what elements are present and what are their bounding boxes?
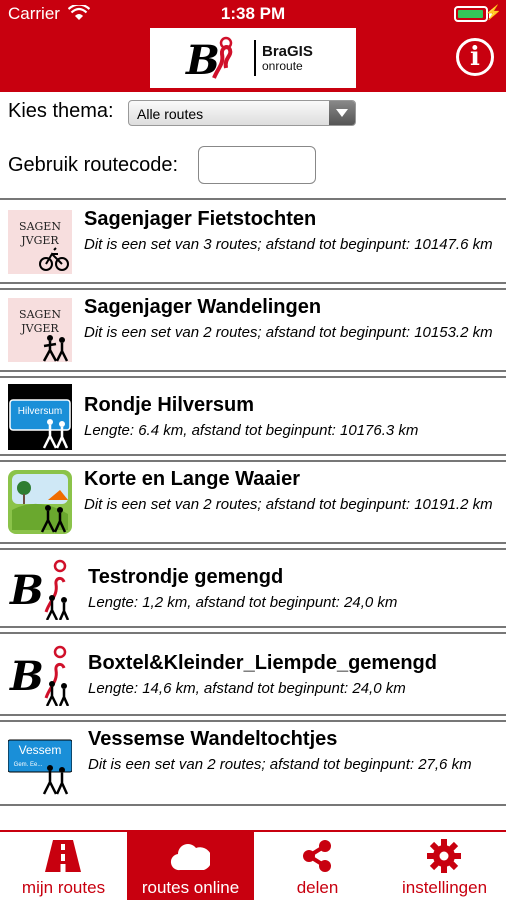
tab-mijn-routes[interactable] <box>0 832 127 900</box>
svg-text:SAGEN: SAGEN <box>19 220 61 233</box>
tab-instellingen[interactable] <box>381 832 506 900</box>
svg-text:JVGER: JVGER <box>21 234 59 247</box>
theme-select-value: Alle routes <box>137 106 204 122</box>
charging-icon: ⚡ <box>484 4 502 20</box>
gear-icon <box>424 838 464 874</box>
svg-text:JVGER: JVGER <box>21 322 59 335</box>
route-title: Boxtel&Kleinder_Liempde_gemengd <box>88 652 437 674</box>
routecode-label: Gebruik routecode: <box>8 154 179 176</box>
tab-delen[interactable] <box>254 832 381 900</box>
tab-label: delen <box>296 878 339 897</box>
theme-select[interactable] <box>128 100 356 126</box>
hilversum-sign-icon <box>8 384 72 450</box>
route-title: Vessemse Wandeltochtjes <box>88 728 338 750</box>
svg-text:B: B <box>10 567 44 614</box>
svg-text:B: B <box>186 37 220 82</box>
svg-text:SAGEN: SAGEN <box>19 308 61 321</box>
route-description: Dit is een set van 2 routes; afstand tot beginpunt: 10191.2 km <box>84 496 493 513</box>
app-header <box>0 0 506 92</box>
route-title: Testrondje gemengd <box>88 566 284 588</box>
sagenjager-bike-icon <box>8 210 72 274</box>
logo-brand: BraGIS <box>262 43 313 60</box>
route-title: Rondje Hilversum <box>84 394 255 416</box>
status-bar <box>0 0 506 28</box>
sagenjager-walk-icon <box>8 298 72 362</box>
tab-label: mijn routes <box>21 878 106 897</box>
svg-text:Gem. Ee...: Gem. Ee... <box>13 762 43 768</box>
route-item[interactable] <box>0 460 506 544</box>
route-description: Lengte: 1,2 km, afstand tot beginpunt: 24,0 km <box>88 594 398 611</box>
route-thumb-text: Hilversum <box>17 406 63 417</box>
tab-label: routes online <box>141 878 240 897</box>
info-icon: i <box>470 42 480 72</box>
route-item[interactable] <box>0 288 506 372</box>
info-button[interactable] <box>456 38 494 76</box>
route-description: Dit is een set van 2 routes; afstand tot beginpunt: 10153.2 km <box>84 324 493 341</box>
routecode-input[interactable] <box>198 146 316 184</box>
tab-label: instellingen <box>401 878 488 897</box>
logo-subtitle: onroute <box>262 59 303 73</box>
route-description: Lengte: 6.4 km, afstand tot beginpunt: 10176.3 km <box>84 422 419 439</box>
status-time: 1:38 PM <box>220 4 286 23</box>
vessem-sign-icon <box>8 732 72 796</box>
route-item[interactable] <box>0 198 506 284</box>
route-item[interactable] <box>0 632 506 716</box>
route-title: Sagenjager Wandelingen <box>84 296 322 318</box>
route-title: Korte en Lange Waaier <box>84 468 300 490</box>
tab-routes-online[interactable] <box>127 832 254 900</box>
svg-text:B: B <box>10 653 44 700</box>
battery-icon <box>454 6 488 22</box>
bragis-logo-icon <box>184 34 234 82</box>
app-logo <box>150 28 356 88</box>
bragis-walk-icon <box>8 642 72 706</box>
route-list <box>0 198 506 810</box>
landscape-walk-icon <box>8 470 72 534</box>
route-item[interactable] <box>0 720 506 806</box>
route-title: Sagenjager Fietstochten <box>84 208 317 230</box>
battery-level-fill <box>458 10 483 18</box>
theme-label: Kies thema: <box>8 100 114 122</box>
route-description: Dit is een set van 2 routes; afstand tot beginpunt: 27,6 km <box>88 756 472 773</box>
share-icon <box>297 838 337 874</box>
road-icon <box>43 838 83 874</box>
route-item[interactable] <box>0 548 506 628</box>
route-item[interactable] <box>0 376 506 456</box>
route-thumb-text: Vessem <box>18 743 62 757</box>
route-description: Dit is een set van 3 routes; afstand tot beginpunt: 10147.6 km <box>84 236 493 253</box>
route-description: Lengte: 14,6 km, afstand tot beginpunt: 24,0 km <box>88 680 406 697</box>
tab-bar <box>0 830 506 900</box>
bragis-walk-icon <box>8 556 72 620</box>
carrier-label: Carrier <box>8 4 60 23</box>
dropdown-arrow-icon <box>329 101 355 125</box>
cloud-icon <box>170 838 210 874</box>
